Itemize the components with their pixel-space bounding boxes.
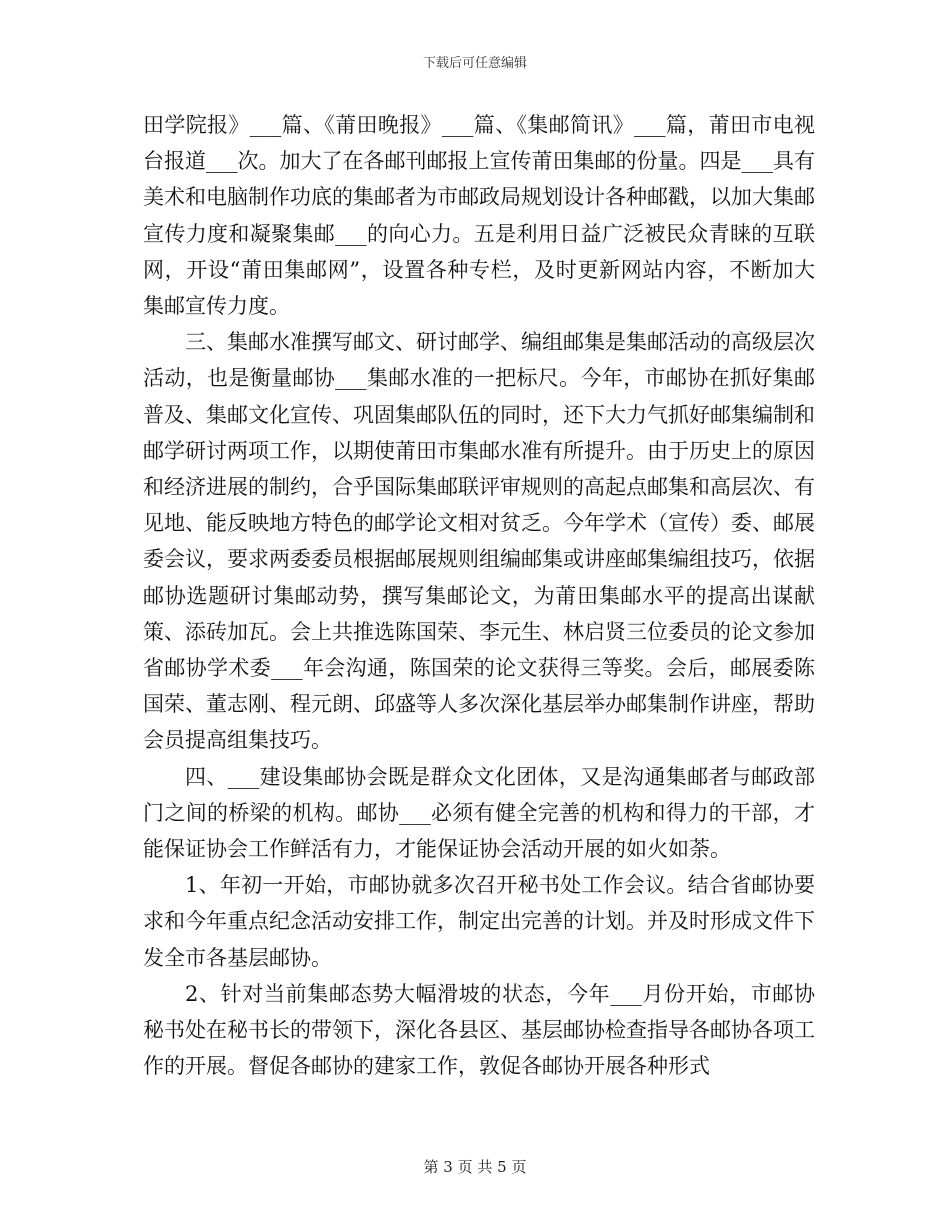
- paragraph-section-four: 四、___建设集邮协会既是群众文化团体，又是沟通集邮者与邮政部门之间的桥梁的机构。邮协___必须有健全完善的机构和得力的干部，才能保证协会工作鲜活有力，才能保证协会活动开展的如火如荼。: [143, 764, 815, 862]
- page-header: 下载后可任意编辑: [422, 56, 527, 71]
- paragraph-section-three: 三、集邮水准撰写邮文、研讨邮学、编组邮集是集邮活动的高级层次活动，也是衡量邮协___集邮水准的一把标尺。今年，市邮协在抓好集邮普及、集邮文化宣传、巩固集邮队伍的同时，还下大力气抓好邮集编制和邮学研讨两项工作，以期使莆田市集邮水准有所提升。由于历史上的原因和经济进展的制约，合乎国际集邮联评审规则的高起点邮集和高层次、有见地、能反映地方特色的邮学论文相对贫乏。今年学术（宣传）委、邮展委会议，要求两委委员根据邮展规则组编邮集或讲座邮集编组技巧，依据邮协选题研讨集邮动势，撰写集邮论文，为莆田集邮水平的提高出谋献策、添砖加瓦。会上共推选陈国荣、李元生、林启贤三位委员的论文参加省邮协学术委___年会沟通，陈国荣的论文获得三等奖。会后，邮展委陈国荣、董志刚、程元朗、邱盛等人多次深化基层举办邮集制作讲座，帮助会员提高组集技巧。: [143, 330, 815, 753]
- page-footer: 第 3 页 共 5 页: [423, 1158, 527, 1176]
- document-body: [143, 107, 815, 1084]
- paragraph-publicity-continued: 田学院报》___篇、《莆田晚报》___篇、《集邮简讯》___篇，莆田市电视台报道___次。加大了在各邮刊邮报上宣传莆田集邮的份量。四是___具有美术和电脑制作功底的集邮者为市邮政局规划设计各种邮戳，以加大集邮宣传力度和凝聚集邮___的向心力。五是利用日益广泛被民众青睐的互联网，开设“莆田集邮网”，设置各种专栏，及时更新网站内容，不断加大集邮宣传力度。: [143, 113, 815, 319]
- paragraph-item-two: 2、针对当前集邮态势大幅滑坡的状态，今年___月份开始，市邮协秘书处在秘书长的带领下，深化各县区、基层邮协检查指导各邮协各项工作的开展。督促各邮协的建家工作，敦促各邮协开展各种形式: [143, 981, 815, 1079]
- paragraph-item-one: 1、年初一开始，市邮协就多次召开秘书处工作会议。结合省邮协要求和今年重点纪念活动安排工作，制定出完善的计划。并及时形成文件下发全市各基层邮协。: [143, 873, 815, 970]
